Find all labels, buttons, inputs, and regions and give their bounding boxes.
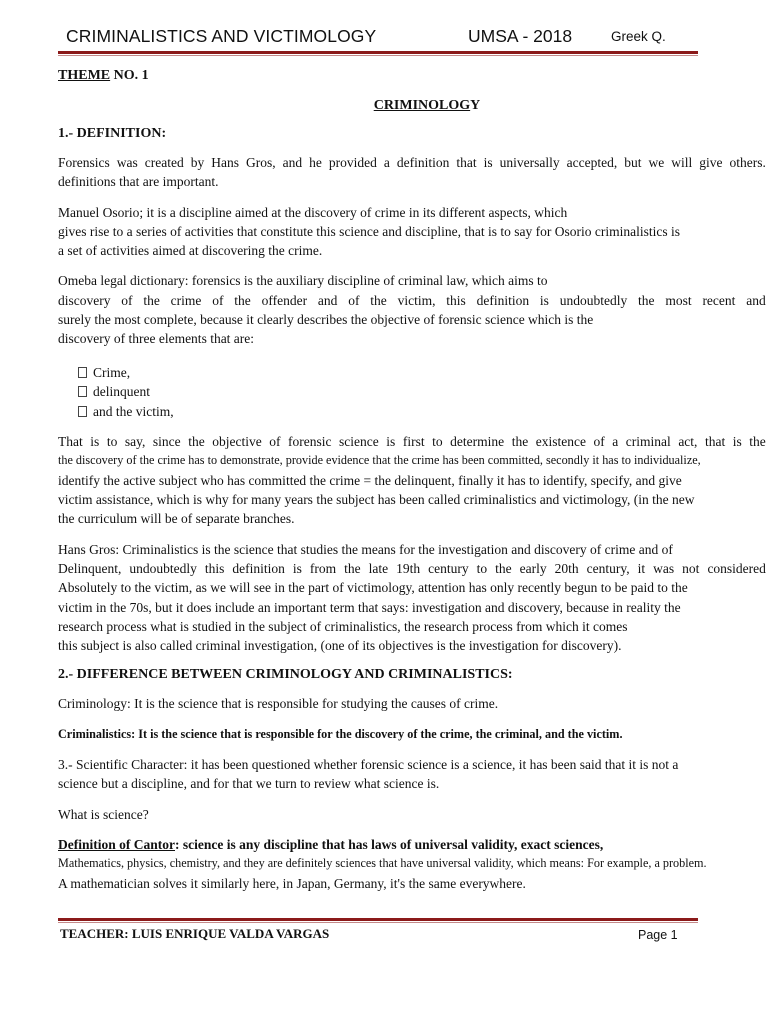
paragraph-omeba: Omeba legal dictionary: forensics is the auxiliary discipline of criminal law, which aims to discovery of the crime of the offender and of the victim, this definition is undoubtedly the most recent and surely the most complete, because it clearly describes the objective of forensic science which is the discovery of three elements that are: (58, 273, 766, 347)
theme-label: THEME NO. 1 (58, 68, 149, 83)
teacher-name: TEACHER: LUIS ENRIQUE VALDA VARGAS (60, 926, 330, 941)
footer-rule (58, 918, 698, 923)
page-number: Page 1 (638, 928, 678, 942)
paragraph-intro: Forensics was created by Hans Gros, and he provided a definition that is universally accepted, but we will give others. definitions that are important. (58, 155, 766, 190)
author-name: Greek Q. (611, 29, 666, 44)
paragraph-criminalistics: Criminalistics: It is the science that is responsible for the discovery of the crime, the criminal, and the victim. (58, 726, 623, 741)
page-header (58, 26, 698, 50)
paragraph-cantor: Definition of Cantor: science is any discipline that has laws of universal validity, exact sciences, Mathematics, physics, chemistry, and they are definitely sciences that have universal validity, which means: For example, a problem. A mathematician solves it similarly here, in Japan, Germany, it's the same everywhere. (58, 836, 707, 891)
paragraph-scientific-character: 3.- Scientific Character: it has been questioned whether forensic science is a science, it has been said that it is not a science but a discipline, and for that we turn to review what science is. (58, 757, 679, 792)
paragraph-question: What is science? (58, 806, 149, 822)
page-footer (58, 926, 698, 946)
elements-list (58, 363, 766, 422)
document-title: CRIMINOLOGY (373, 98, 481, 113)
paragraph-objective: That is to say, since the objective of forensic science is first to determine the existence of a criminal act, that is the the discovery of the crime has to demonstrate, provide evidence that the crime has been committed, secondly it has to individualize, identify the active subject who has committed the crime = the delinquent, finally it has to identify, specify, and give victim assistance, which is why for many years the subject has been called criminalistics and victimology, (in the new the curriculum will be of separate branches. (58, 434, 766, 527)
university-year: UMSA - 2018 (468, 26, 573, 46)
checkbox-glyph-icon (78, 367, 87, 378)
list-item: delinquent (78, 382, 766, 402)
checkbox-glyph-icon (78, 406, 87, 417)
list-item: and the victim, (78, 402, 766, 422)
cantor-label: Definition of Cantor (58, 836, 175, 852)
list-item: Crime, (78, 363, 766, 383)
paragraph-criminology: Criminology: It is the science that is responsible for studying the causes of crime. (58, 696, 499, 712)
section-heading-definition: 1.- DEFINITION: (58, 126, 167, 141)
course-title: CRIMINALISTICS AND VICTIMOLOGY (66, 26, 377, 46)
header-rule (58, 51, 698, 56)
checkbox-glyph-icon (78, 386, 87, 397)
paragraph-hans-gros: Hans Gros: Criminalistics is the science that studies the means for the investigation and discovery of crime and of Delinquent, undoubtedly this definition is from the late 19th century to the early 20th century, it was not considered Absolutely to the victim, as we will see in the part of victimology, attention has only recently begun to be paid to the victim in the 70s, but it does include an important term that says: investigation and discovery, because in reality the research process what is studied in the subject of criminalistics, the research process from which it comes this subject is also called criminal investigation, (one of its objectives is the investigation for discovery). (58, 541, 766, 654)
paragraph-osorio: Manuel Osorio; it is a discipline aimed at the discovery of crime in its different aspects, which gives rise to a series of activities that constitute this science and discipline, that is to say for Osorio criminalistics is a set of activities aimed at discovering the crime. (58, 204, 680, 259)
document-body (58, 68, 766, 893)
section-heading-difference: 2.- DIFFERENCE BETWEEN CRIMINOLOGY AND CRIMINALISTICS: (58, 667, 513, 683)
